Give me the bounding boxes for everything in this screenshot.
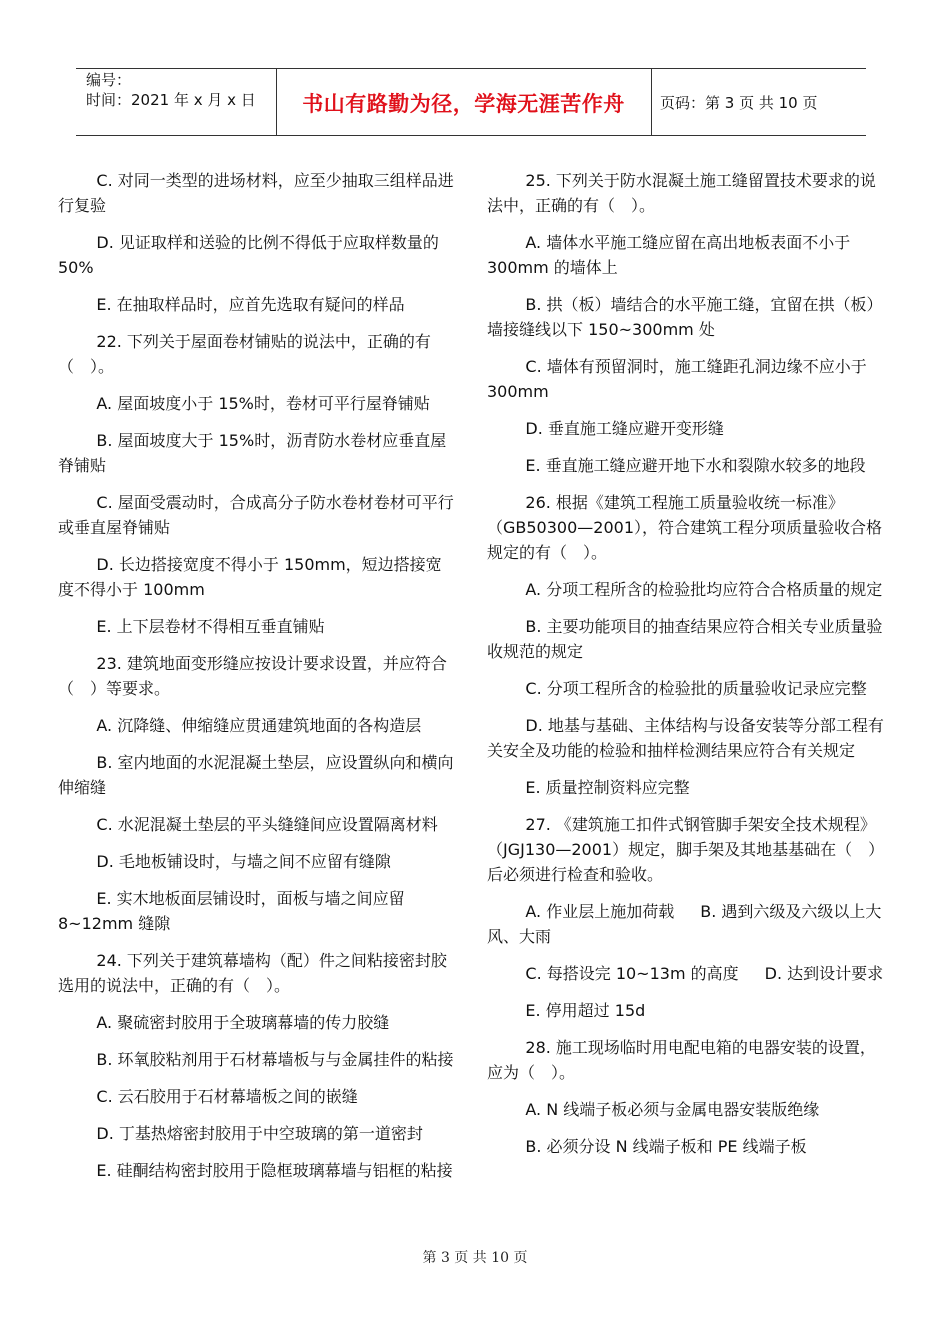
question-text: D. 垂直施工缝应避开变形缝 <box>525 419 724 438</box>
question-text: D. 丁基热熔密封胶用于中空玻璃的第一道密封 <box>96 1124 423 1143</box>
question-text: A. 墙体水平施工缝应留在高出地板表面不小于 300mm 的墙体上 <box>487 233 851 277</box>
question-text: 24. 下列关于建筑幕墙构（配）件之间粘接密封胶选用的说法中，正确的有（ ）。 <box>58 951 447 995</box>
question-text: E. 质量控制资料应完整 <box>525 778 690 797</box>
question-text: E. 停用超过 15d <box>525 1001 646 1020</box>
header-divider-right <box>651 68 652 136</box>
question-text: C. 分项工程所含的检验批的质量验收记录应完整 <box>525 679 867 698</box>
header-time-label: 时间：2021 年 x 月 x 日 <box>86 91 256 109</box>
question-text: C. 屋面受震动时，合成高分子防水卷材卷材可平行或垂直屋脊铺贴 <box>58 493 454 537</box>
question-text: E. 上下层卷材不得相互垂直铺贴 <box>96 617 325 636</box>
header-meta <box>86 70 256 110</box>
header-bottom-rule <box>76 135 866 136</box>
question-text: B. 屋面坡度大于 15%时，沥青防水卷材应垂直屋脊铺贴 <box>58 431 447 475</box>
question-text: B. 必须分设 N 线端子板和 PE 线端子板 <box>525 1137 807 1156</box>
option-c: C. 每搭设完 10~13m 的高度 <box>525 964 739 983</box>
question-text: C. 水泥混凝土垫层的平头缝缝间应设置隔离材料 <box>96 815 438 834</box>
question-text: E. 实木地板面层铺设时，面板与墙之间应留 8~12mm 缝隙 <box>58 889 405 933</box>
question-text: B. 环氧胶粘剂用于石材幕墙板与与金属挂件的粘接 <box>96 1050 454 1069</box>
question-text: 25. 下列关于防水混凝土施工缝留置技术要求的说法中，正确的有（ ）。 <box>487 171 876 215</box>
option-d: D. 达到设计要求 <box>764 964 884 983</box>
question-text: A. N 线端子板必须与金属电器安装版绝缘 <box>525 1100 820 1119</box>
question-text: B. 拱（板）墙结合的水平施工缝，宜留在拱（板）墙接缝线以下 150~300mm 处 <box>487 295 883 339</box>
question-text: C. 墙体有预留洞时，施工缝距孔洞边缘不应小于 300mm <box>487 357 867 401</box>
header-top-rule <box>76 68 866 69</box>
question-text: C. 云石胶用于石材幕墙板之间的嵌缝 <box>96 1087 358 1106</box>
question-text: A. 聚硫密封胶用于全玻璃幕墙的传力胶缝 <box>96 1013 390 1032</box>
question-text: B. 主要功能项目的抽查结果应符合相关专业质量验收规范的规定 <box>487 617 883 661</box>
question-text: B. 室内地面的水泥混凝土垫层，应设置纵向和横向伸缩缝 <box>58 753 454 797</box>
question-text: E. 在抽取样品时，应首先选取有疑问的样品 <box>96 295 405 314</box>
page-header <box>76 68 866 136</box>
question-text: 26. 根据《建筑工程施工质量验收统一标准》（GB50300—2001），符合建筑工程分项质量验收合格规定的有（ ）。 <box>487 493 882 562</box>
option-b: B. 遇到六级及六级以上大风、大雨 <box>487 902 882 946</box>
question-text: E. 硅酮结构密封胶用于隐框玻璃幕墙与铝框的粘接 <box>96 1161 453 1180</box>
question-text: A. 分项工程所含的检验批均应符合合格质量的规定 <box>525 580 883 599</box>
question-text: C. 对同一类型的进场材料，应至少抽取三组样品进行复验 <box>58 171 454 215</box>
question-text: 22. 下列关于屋面卷材铺贴的说法中，正确的有（ ）。 <box>58 332 431 376</box>
question-text: A. 沉降缝、伸缩缝应贯通建筑地面的各构造层 <box>96 716 422 735</box>
question-text: A. 屋面坡度小于 15%时，卷材可平行屋脊铺贴 <box>96 394 430 413</box>
header-number-label: 编号： <box>86 71 132 89</box>
question-text: D. 长边搭接宽度不得小于 150mm，短边搭接宽度不得小于 100mm <box>58 555 442 599</box>
option-row <box>487 961 885 986</box>
question-text: 23. 建筑地面变形缝应按设计要求设置，并应符合（ ）等要求。 <box>58 654 447 698</box>
question-text: D. 毛地板铺设时，与墙之间不应留有缝隙 <box>96 852 391 871</box>
page-footer: 第 3 页 共 10 页 <box>422 1250 528 1266</box>
question-text: D. 见证取样和送验的比例不得低于应取样数量的 50% <box>58 233 439 277</box>
question-text: E. 垂直施工缝应避开地下水和裂隙水较多的地段 <box>525 456 866 475</box>
left-column <box>58 168 456 1195</box>
header-motto: 书山有路勤为径，学海无涯苦作舟 <box>302 92 625 116</box>
header-page-label: 页码：第 3 页 共 10 页 <box>660 94 818 112</box>
option-row <box>487 899 885 949</box>
question-text: D. 地基与基础、主体结构与设备安装等分部工程有关安全及功能的检验和抽样检测结果应符合有关规定 <box>487 716 884 760</box>
question-text: 27. 《建筑施工扣件式钢管脚手架安全技术规程》（JGJ130—2001）规定，脚手架及其地基基础在（ ）后必须进行检查和验收。 <box>487 815 885 884</box>
option-a: A. 作业层上施加荷载 <box>525 902 675 921</box>
right-column <box>487 168 885 1171</box>
question-text: 28. 施工现场临时用电配电箱的电器安装的设置，应为（ ）。 <box>487 1038 876 1082</box>
